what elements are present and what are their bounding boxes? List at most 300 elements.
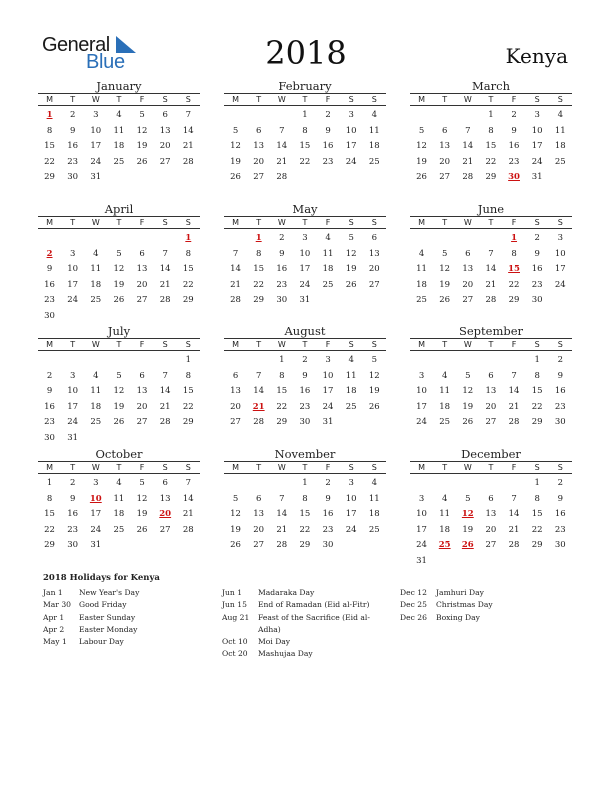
empty-day bbox=[479, 353, 502, 369]
calendar-day: 24 bbox=[90, 156, 102, 167]
calendar-day: 23 bbox=[322, 156, 334, 167]
calendar-day: 29 bbox=[44, 540, 55, 550]
weekday-label: S bbox=[185, 463, 191, 472]
calendar-day: 10 bbox=[67, 264, 79, 274]
calendar-day: 4 bbox=[325, 233, 331, 243]
empty-day bbox=[456, 353, 479, 369]
calendar-day: 19 bbox=[462, 524, 474, 535]
calendar-day: 31 bbox=[416, 555, 427, 566]
weekday-label: S bbox=[348, 218, 354, 227]
calendar-day: 1 bbox=[534, 478, 540, 488]
calendar-day: 11 bbox=[368, 493, 380, 504]
holiday-row bbox=[400, 599, 556, 611]
calendar-day: 28 bbox=[182, 156, 194, 167]
calendar-day: 24 bbox=[345, 524, 357, 535]
calendar-day: 13 bbox=[368, 248, 380, 259]
calendar-day: 5 bbox=[465, 370, 471, 381]
calendar-day: 14 bbox=[182, 493, 194, 504]
calendar-day: 9 bbox=[302, 370, 308, 381]
calendar-day: 4 bbox=[93, 370, 99, 381]
weekday-label: S bbox=[371, 463, 377, 472]
calendar-day: 12 bbox=[345, 248, 357, 259]
holiday-column bbox=[43, 587, 199, 648]
calendar-day: 30 bbox=[67, 540, 79, 550]
calendar-day: 18 bbox=[113, 509, 125, 519]
weekday-label: T bbox=[442, 218, 448, 227]
empty-day bbox=[247, 353, 270, 369]
calendar-day: 18 bbox=[90, 401, 102, 412]
calendar-day: 17 bbox=[345, 141, 357, 151]
calendar-day: 12 bbox=[416, 141, 427, 151]
weekday-label: T bbox=[256, 463, 262, 472]
weekday-label: M bbox=[232, 95, 240, 104]
weekday-label: T bbox=[488, 340, 494, 349]
calendar-day: 17 bbox=[90, 509, 102, 519]
calendar-day: 22 bbox=[182, 279, 194, 290]
calendar-day: 1 bbox=[302, 478, 308, 488]
calendar-day: 9 bbox=[511, 125, 517, 136]
calendar-day: 9 bbox=[46, 264, 53, 274]
weekday-label: F bbox=[511, 463, 517, 472]
calendar-day: 19 bbox=[113, 279, 125, 290]
empty-day bbox=[38, 231, 61, 247]
calendar-day: 8 bbox=[488, 125, 494, 136]
calendar-day: 19 bbox=[230, 156, 241, 167]
holiday-day: 20 bbox=[159, 509, 172, 519]
empty-day bbox=[107, 231, 130, 247]
calendar-day: 30 bbox=[299, 417, 311, 427]
calendar-day: 31 bbox=[90, 172, 102, 182]
weekday-label: T bbox=[442, 95, 448, 104]
calendar-day: 20 bbox=[136, 401, 148, 412]
weekday-label: T bbox=[116, 463, 122, 472]
calendar-day: 9 bbox=[46, 386, 53, 396]
calendar-day: 19 bbox=[136, 509, 148, 519]
calendar-day: 26 bbox=[230, 540, 241, 550]
empty-day bbox=[84, 353, 107, 369]
holiday-date: Jan 1 bbox=[43, 588, 63, 597]
calendar-day: 20 bbox=[136, 279, 148, 290]
calendar-day: 25 bbox=[113, 524, 125, 535]
day-grid bbox=[410, 108, 572, 186]
calendar-day: 13 bbox=[253, 141, 265, 151]
holiday-row bbox=[43, 612, 199, 624]
month-december bbox=[410, 447, 572, 569]
page-title-year: 2018 bbox=[265, 34, 347, 72]
weekday-label: W bbox=[277, 463, 286, 472]
calendar-day: 21 bbox=[159, 401, 171, 412]
weekday-header bbox=[224, 461, 386, 474]
calendar-day: 2 bbox=[325, 478, 331, 488]
day-grid bbox=[224, 108, 386, 186]
calendar-day: 18 bbox=[345, 386, 357, 396]
weekday-label: M bbox=[418, 340, 426, 349]
calendar-day: 9 bbox=[534, 248, 540, 259]
calendar-day: 24 bbox=[416, 417, 427, 427]
calendar-day: 2 bbox=[46, 370, 53, 381]
calendar-day: 13 bbox=[439, 141, 451, 151]
logo-text-general: General bbox=[42, 34, 110, 56]
calendar-day: 19 bbox=[439, 279, 451, 290]
weekday-label: S bbox=[162, 340, 168, 349]
calendar-day: 11 bbox=[554, 125, 566, 136]
calendar-day: 3 bbox=[418, 493, 425, 504]
calendar-day: 28 bbox=[182, 524, 194, 535]
weekday-label: M bbox=[232, 218, 240, 227]
holiday-row bbox=[222, 599, 378, 611]
calendar-day: 7 bbox=[279, 493, 285, 504]
weekday-label: T bbox=[488, 218, 494, 227]
calendar-day: 6 bbox=[232, 370, 239, 381]
calendar-day: 3 bbox=[534, 110, 540, 120]
month-name: December bbox=[461, 447, 521, 461]
calendar-day: 8 bbox=[185, 370, 192, 381]
calendar-day: 12 bbox=[136, 125, 148, 136]
calendar-day: 18 bbox=[554, 141, 566, 151]
month-april bbox=[38, 202, 200, 324]
calendar-day: 12 bbox=[462, 386, 474, 396]
weekday-label: T bbox=[116, 95, 122, 104]
calendar-day: 2 bbox=[279, 233, 285, 243]
weekday-label: W bbox=[277, 340, 286, 349]
calendar-day: 12 bbox=[113, 264, 125, 274]
calendar-day: 15 bbox=[44, 141, 55, 151]
calendar-day: 13 bbox=[136, 386, 148, 396]
calendar-day: 8 bbox=[185, 248, 192, 259]
weekday-label: W bbox=[91, 218, 100, 227]
calendar-day: 17 bbox=[416, 524, 427, 535]
calendar-day: 5 bbox=[116, 370, 122, 381]
weekday-label: S bbox=[162, 463, 168, 472]
calendar-day: 2 bbox=[302, 355, 308, 365]
calendar-day: 21 bbox=[485, 279, 497, 290]
weekday-label: W bbox=[91, 463, 100, 472]
calendar-day: 20 bbox=[230, 401, 241, 412]
weekday-label: W bbox=[91, 340, 100, 349]
weekday-label: T bbox=[442, 463, 448, 472]
weekday-label: W bbox=[463, 218, 472, 227]
calendar-day: 3 bbox=[418, 370, 425, 381]
calendar-day: 11 bbox=[322, 248, 334, 259]
calendar-day: 31 bbox=[322, 417, 334, 427]
calendar-day: 5 bbox=[418, 125, 425, 136]
calendar-day: 28 bbox=[462, 172, 474, 182]
weekday-label: M bbox=[232, 463, 240, 472]
calendar-day: 7 bbox=[465, 125, 471, 136]
holiday-name: Boxing Day bbox=[436, 612, 480, 622]
calendar-day: 25 bbox=[90, 417, 102, 427]
calendar-day: 10 bbox=[67, 386, 79, 396]
calendar-day: 23 bbox=[44, 417, 55, 427]
holiday-name: Jamhuri Day bbox=[436, 588, 484, 597]
calendar-day: 31 bbox=[67, 432, 79, 443]
calendar-day: 22 bbox=[44, 156, 55, 167]
calendar-day: 16 bbox=[67, 509, 79, 519]
holiday-row bbox=[43, 599, 199, 611]
calendar-day: 29 bbox=[182, 295, 194, 305]
weekday-label: F bbox=[139, 95, 145, 104]
calendar-day: 17 bbox=[90, 141, 102, 151]
holiday-name: Good Friday bbox=[79, 600, 127, 610]
month-february bbox=[224, 79, 386, 186]
weekday-label: F bbox=[511, 95, 517, 104]
calendar-day: 17 bbox=[531, 141, 543, 151]
calendar-day: 1 bbox=[279, 355, 285, 365]
calendar-day: 12 bbox=[368, 370, 380, 381]
holiday-date: Oct 20 bbox=[222, 649, 248, 659]
calendar-day: 18 bbox=[322, 264, 334, 274]
calendar-day: 29 bbox=[253, 295, 265, 305]
calendar-day: 7 bbox=[185, 110, 192, 120]
calendar-day: 10 bbox=[416, 386, 427, 396]
empty-day bbox=[456, 108, 479, 124]
month-name: June bbox=[477, 202, 505, 216]
holiday-name: Feast of the Sacrifice (Eid al-Adha) bbox=[258, 612, 370, 634]
calendar-day: 23 bbox=[299, 401, 311, 412]
weekday-label: T bbox=[302, 218, 308, 227]
calendar-day: 5 bbox=[465, 493, 471, 504]
calendar-day: 6 bbox=[488, 493, 494, 504]
calendar-day: 24 bbox=[67, 295, 79, 305]
empty-day bbox=[154, 231, 177, 247]
calendar-day: 21 bbox=[182, 141, 194, 151]
calendar-day: 16 bbox=[322, 509, 334, 519]
calendar-day: 28 bbox=[276, 172, 288, 182]
calendar-day: 20 bbox=[485, 401, 497, 412]
calendar-day: 14 bbox=[508, 509, 520, 519]
calendar-day: 2 bbox=[557, 355, 564, 365]
calendar-day: 12 bbox=[136, 493, 148, 504]
calendar-day: 8 bbox=[46, 125, 53, 136]
calendar-day: 16 bbox=[44, 279, 55, 290]
calendar-day: 19 bbox=[462, 401, 474, 412]
calendar-day: 25 bbox=[113, 156, 125, 167]
month-name: July bbox=[107, 324, 131, 338]
calendar-day: 27 bbox=[253, 540, 265, 550]
weekday-label: S bbox=[371, 340, 377, 349]
calendar-day: 9 bbox=[557, 493, 564, 504]
calendar-day: 27 bbox=[136, 295, 148, 305]
empty-day bbox=[61, 353, 84, 369]
month-may bbox=[224, 202, 386, 309]
calendar-day: 8 bbox=[534, 370, 540, 381]
calendar-day: 18 bbox=[113, 141, 125, 151]
day-grid bbox=[224, 353, 386, 431]
calendar-day: 23 bbox=[508, 156, 520, 167]
weekday-label: S bbox=[348, 340, 354, 349]
calendar-day: 8 bbox=[302, 125, 308, 136]
weekday-label: F bbox=[511, 340, 517, 349]
weekday-header bbox=[38, 216, 200, 229]
calendar-day: 6 bbox=[255, 125, 262, 136]
calendar-day: 8 bbox=[302, 493, 308, 504]
holiday-day: 1 bbox=[255, 233, 262, 243]
calendar-day: 9 bbox=[69, 125, 76, 136]
calendar-day: 16 bbox=[44, 401, 55, 412]
calendar-day: 13 bbox=[253, 509, 265, 519]
calendar-day: 15 bbox=[44, 509, 55, 519]
empty-day bbox=[433, 353, 456, 369]
calendar-day: 16 bbox=[554, 509, 566, 519]
calendar-day: 4 bbox=[371, 478, 378, 488]
weekday-label: T bbox=[488, 463, 494, 472]
calendar-day: 19 bbox=[230, 524, 241, 535]
calendar-day: 6 bbox=[441, 125, 448, 136]
calendar-day: 2 bbox=[534, 233, 540, 243]
holiday-day: 1 bbox=[185, 233, 192, 243]
calendar-day: 12 bbox=[439, 264, 451, 274]
weekday-label: F bbox=[139, 340, 145, 349]
holiday-name: End of Ramadan (Eid al-Fitr) bbox=[258, 600, 370, 610]
calendar-day: 1 bbox=[46, 478, 53, 488]
month-name: April bbox=[104, 202, 134, 216]
empty-day bbox=[503, 476, 526, 492]
calendar-day: 15 bbox=[299, 141, 311, 151]
calendar-day: 8 bbox=[511, 248, 517, 259]
empty-day bbox=[270, 108, 293, 124]
calendar-day: 15 bbox=[253, 264, 265, 274]
calendar-day: 25 bbox=[322, 279, 334, 290]
calendar-day: 2 bbox=[557, 478, 564, 488]
calendar-day: 5 bbox=[232, 493, 239, 504]
empty-day bbox=[479, 231, 502, 247]
day-grid bbox=[410, 353, 572, 431]
calendar-day: 21 bbox=[508, 524, 520, 535]
calendar-day: 26 bbox=[368, 401, 380, 412]
empty-day bbox=[433, 108, 456, 124]
holiday-row bbox=[43, 636, 199, 648]
calendar-day: 26 bbox=[113, 295, 125, 305]
calendar-day: 3 bbox=[69, 370, 76, 381]
calendar-day: 29 bbox=[44, 172, 55, 182]
calendar-day: 22 bbox=[253, 279, 265, 290]
weekday-label: S bbox=[371, 218, 377, 227]
calendar-day: 6 bbox=[139, 248, 145, 259]
calendar-day: 6 bbox=[162, 478, 168, 488]
calendar-day: 14 bbox=[276, 141, 288, 151]
calendar-day: 17 bbox=[67, 279, 79, 290]
weekday-header bbox=[38, 93, 200, 106]
calendar-day: 7 bbox=[511, 493, 517, 504]
calendar-day: 31 bbox=[531, 172, 543, 182]
calendar-day: 16 bbox=[554, 386, 566, 396]
calendar-day: 10 bbox=[554, 248, 566, 259]
holiday-date: Dec 12 bbox=[400, 588, 427, 597]
empty-day bbox=[224, 353, 247, 369]
calendar-day: 7 bbox=[185, 478, 192, 488]
calendar-day: 15 bbox=[182, 386, 194, 396]
weekday-label: W bbox=[463, 95, 472, 104]
calendar-day: 30 bbox=[44, 310, 55, 321]
calendar-day: 6 bbox=[465, 248, 471, 259]
holiday-day: 30 bbox=[508, 172, 520, 182]
empty-day bbox=[84, 231, 107, 247]
weekday-label: S bbox=[348, 463, 354, 472]
month-name: February bbox=[278, 79, 332, 93]
holiday-day: 10 bbox=[89, 493, 102, 504]
calendar-day: 10 bbox=[416, 509, 427, 519]
calendar-day: 2 bbox=[325, 110, 331, 120]
calendar-day: 7 bbox=[511, 370, 517, 381]
calendar-day: 4 bbox=[116, 110, 122, 120]
holiday-day: 25 bbox=[438, 540, 451, 550]
calendar-day: 15 bbox=[531, 386, 543, 396]
weekday-label: T bbox=[256, 218, 262, 227]
month-name: October bbox=[95, 447, 143, 461]
calendar-day: 29 bbox=[531, 540, 543, 550]
calendar-day: 13 bbox=[485, 386, 497, 396]
calendar-day: 19 bbox=[416, 156, 427, 167]
holiday-day: 12 bbox=[461, 509, 474, 519]
calendar-day: 19 bbox=[345, 264, 357, 274]
empty-day bbox=[224, 231, 247, 247]
calendar-day: 3 bbox=[93, 478, 99, 488]
holiday-date: Oct 10 bbox=[222, 637, 248, 647]
empty-day bbox=[410, 353, 433, 369]
calendar-day: 7 bbox=[232, 248, 239, 259]
calendar-day: 28 bbox=[159, 295, 171, 305]
weekday-label: T bbox=[256, 340, 262, 349]
calendar-day: 27 bbox=[136, 417, 148, 427]
calendar-day: 11 bbox=[368, 125, 380, 136]
calendar-day: 25 bbox=[345, 401, 357, 412]
calendar-day: 2 bbox=[69, 478, 76, 488]
calendar-day: 20 bbox=[159, 141, 171, 151]
calendar-day: 26 bbox=[416, 172, 427, 182]
calendar-day: 15 bbox=[182, 264, 194, 274]
calendar-day: 18 bbox=[416, 279, 427, 290]
weekday-header bbox=[410, 461, 572, 474]
calendar-day: 10 bbox=[322, 370, 334, 381]
empty-day bbox=[410, 108, 433, 124]
weekday-label: S bbox=[185, 218, 191, 227]
calendar-day: 27 bbox=[159, 156, 171, 167]
calendar-day: 10 bbox=[299, 248, 311, 259]
empty-day bbox=[456, 231, 479, 247]
holiday-day: 1 bbox=[46, 110, 53, 120]
weekday-label: S bbox=[557, 95, 563, 104]
holiday-row bbox=[222, 636, 378, 648]
weekday-label: S bbox=[534, 95, 540, 104]
calendar-day: 26 bbox=[345, 279, 357, 290]
calendar-day: 4 bbox=[348, 355, 354, 365]
calendar-day: 29 bbox=[531, 417, 543, 427]
holiday-row bbox=[222, 648, 378, 660]
calendar-day: 17 bbox=[67, 401, 79, 412]
weekday-label: M bbox=[418, 95, 426, 104]
month-name: November bbox=[274, 447, 336, 461]
month-august bbox=[224, 324, 386, 431]
calendar-day: 18 bbox=[90, 279, 102, 290]
calendar-day: 20 bbox=[462, 279, 474, 290]
calendar-day: 18 bbox=[439, 401, 451, 412]
calendar-day: 13 bbox=[230, 386, 241, 396]
calendar-day: 11 bbox=[113, 493, 125, 504]
weekday-label: M bbox=[418, 218, 426, 227]
calendar-day: 30 bbox=[322, 540, 334, 550]
calendar-day: 5 bbox=[232, 125, 239, 136]
calendar-day: 7 bbox=[162, 370, 168, 381]
day-grid bbox=[410, 231, 572, 309]
holiday-date: Mar 30 bbox=[43, 600, 72, 610]
calendar-day: 11 bbox=[113, 125, 125, 136]
month-october bbox=[38, 447, 200, 554]
calendar-day: 26 bbox=[230, 172, 241, 182]
holiday-column bbox=[400, 587, 556, 624]
weekday-label: T bbox=[302, 340, 308, 349]
calendar-day: 20 bbox=[253, 524, 265, 535]
calendar-day: 11 bbox=[439, 386, 451, 396]
